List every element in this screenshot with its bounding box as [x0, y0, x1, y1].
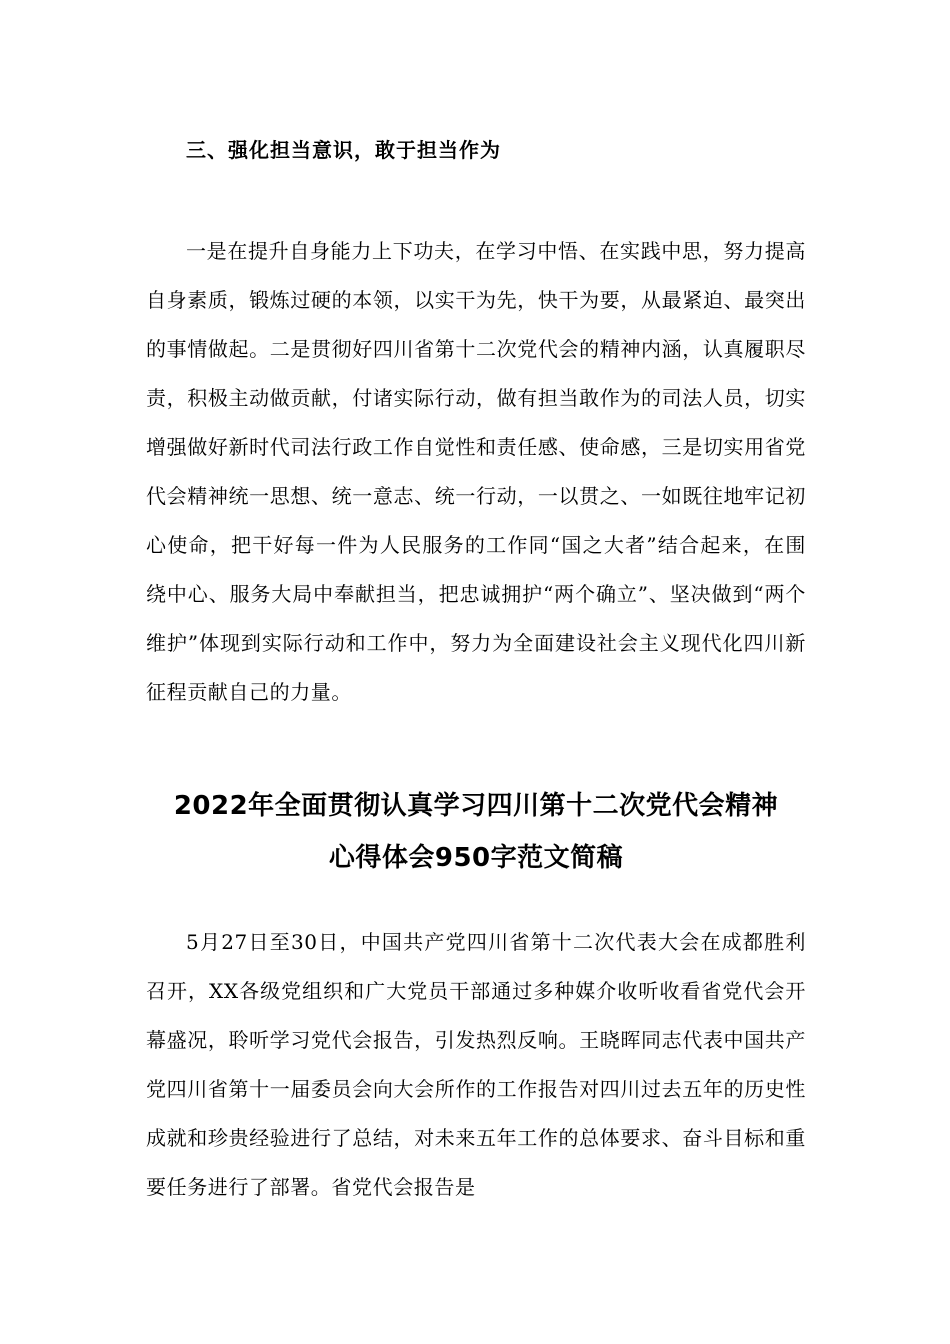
- body-paragraph: 一是在提升自身能力上下功夫，在学习中悟、在实践中思，努力提高自身素质，锻炼过硬的本领，以实干为先，快干为要，从最紧迫、最突出的事情做起。二是贯彻好四川省第十二次党代会的精神内涵，认真履职尽责，积极主动做贡献，付诸实际行动，做有担当敢作为的司法人员，切实增强做好新时代司法行政工作自觉性和责任感、使命感，三是切实用省党代会精神统一思想、统一意志、统一行动，一以贯之、一如既往地牢记初心使命，把干好每一件为人民服务的工作同“国之大者”结合起来，在围绕中心、服务大局中奉献担当，把忠诚拥护“两个确立”、坚决做到“两个维护”体现到实际行动和工作中，努力为全面建设社会主义现代化四川新征程贡献自己的力量。: [146, 239, 806, 704]
- title-line-2: 心得体会950字范文简稿: [328, 843, 624, 873]
- body-paragraph: 5月27日至30日，中国共产党四川省第十二次代表大会在成都胜利召开，XX各级党组织和广大党员干部通过多种媒介收听收看省党代会开幕盛况，聆听学习党代会报告，引发热烈反响。王晓晖同志代表中国共产党四川省第十一届委员会向大会所作的工作报告对四川过去五年的历史性成就和珍贵经验进行了总结，对未来五年工作的总体要求、奋斗目标和重要任务进行了部署。省党代会报告是: [146, 930, 806, 1199]
- title-line-1: 2022年全面贯彻认真学习四川第十二次党代会精神: [173, 791, 779, 821]
- document-title: [136, 780, 816, 884]
- section-heading: 三、强化担当意识，敢于担当作为: [186, 138, 501, 162]
